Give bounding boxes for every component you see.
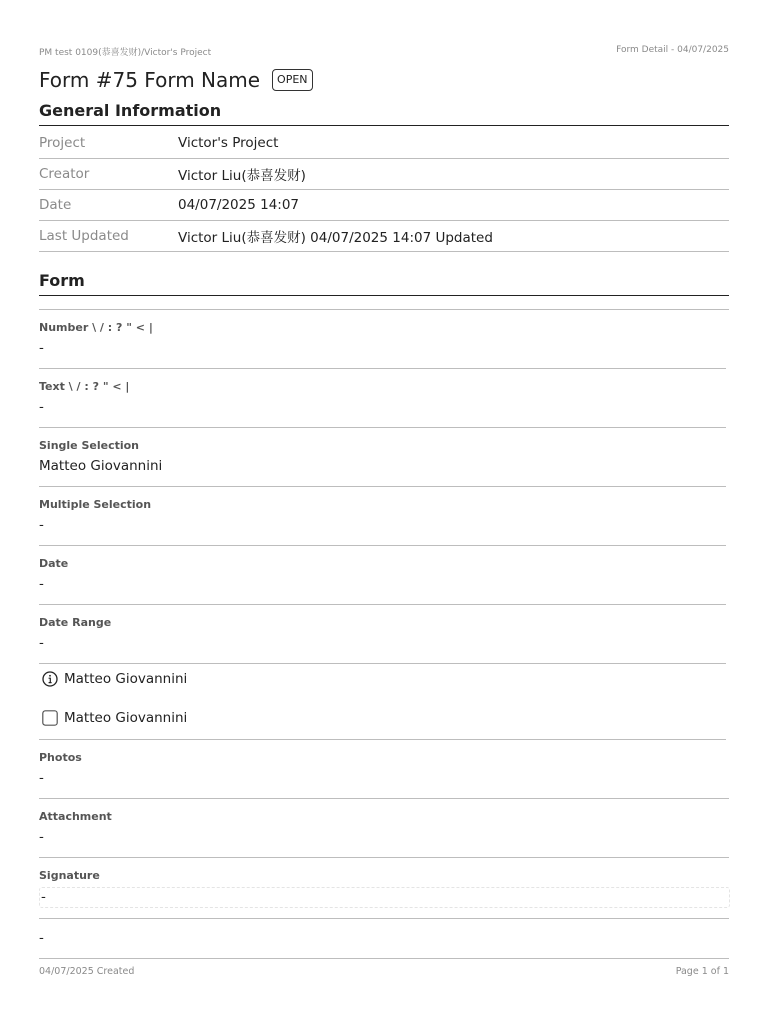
field-date: [39, 546, 726, 605]
field-last: [39, 919, 729, 959]
info-row-last-updated: [39, 221, 729, 252]
info-option: [42, 671, 187, 687]
checkbox-option[interactable]: [42, 710, 187, 726]
field-value: -: [39, 340, 44, 356]
info-row-creator: [39, 159, 729, 190]
page-title: Form #75 Form Name: [39, 68, 261, 92]
field-label: Signature: [39, 869, 100, 882]
field-value: -: [39, 829, 44, 845]
info-row-date: [39, 190, 729, 221]
title-row: [39, 68, 313, 92]
info-value: 04/07/2025 14:07: [178, 197, 300, 213]
form-heading: Form: [39, 271, 729, 296]
info-value: Victor Liu(恭喜发财) 04/07/2025 14:07 Updated: [178, 230, 493, 246]
form-fields: [39, 309, 729, 959]
field-photos: [39, 740, 729, 799]
created-date: 04/07/2025 Created: [39, 966, 135, 977]
field-text: [39, 369, 726, 428]
checkbox-icon[interactable]: [42, 710, 58, 726]
field-value: Matteo Giovannini: [39, 458, 163, 474]
info-label: Last Updated: [39, 228, 129, 244]
field-value: -: [39, 635, 44, 651]
document-label: Form Detail - 04/07/2025: [616, 45, 729, 55]
field-label: Multiple Selection: [39, 498, 152, 511]
field-value: -: [39, 517, 44, 533]
field-single-selection: [39, 428, 726, 487]
page-number: Page 1 of 1: [675, 966, 729, 977]
field-number: [39, 310, 726, 369]
field-label: Date Range: [39, 616, 112, 629]
field-label: Single Selection: [39, 439, 140, 452]
field-value: -: [39, 930, 44, 946]
field-attachment: [39, 799, 729, 858]
info-label: Creator: [39, 166, 90, 182]
breadcrumb: PM test 0109(恭喜发财)/Victor's Project: [39, 48, 212, 58]
general-info-heading: General Information: [39, 101, 729, 126]
info-value: Victor Liu(恭喜发财): [178, 168, 306, 184]
signature-value: -: [41, 889, 46, 905]
info-icon: [42, 671, 58, 687]
field-date-range: [39, 605, 726, 664]
field-label: Text \ / : ? " < |: [39, 380, 130, 393]
field-label: Date: [39, 557, 69, 570]
field-label: Photos: [39, 751, 82, 764]
info-value: Victor's Project: [178, 135, 279, 151]
info-row-project: [39, 128, 729, 159]
signature-box: [39, 887, 730, 908]
option-group: [39, 664, 726, 740]
field-value: -: [39, 770, 44, 786]
field-label: Number \ / : ? " < |: [39, 321, 153, 334]
field-value: -: [39, 576, 44, 592]
status-badge: OPEN: [272, 69, 312, 91]
option-label: Matteo Giovannini: [64, 671, 188, 687]
field-label: Attachment: [39, 810, 112, 823]
field-value: -: [39, 399, 44, 415]
field-multiple-selection: [39, 487, 726, 546]
field-signature: [39, 858, 729, 919]
info-label: Date: [39, 197, 72, 213]
general-info-table: [39, 128, 729, 252]
info-label: Project: [39, 135, 86, 151]
option-label: Matteo Giovannini: [64, 710, 188, 726]
